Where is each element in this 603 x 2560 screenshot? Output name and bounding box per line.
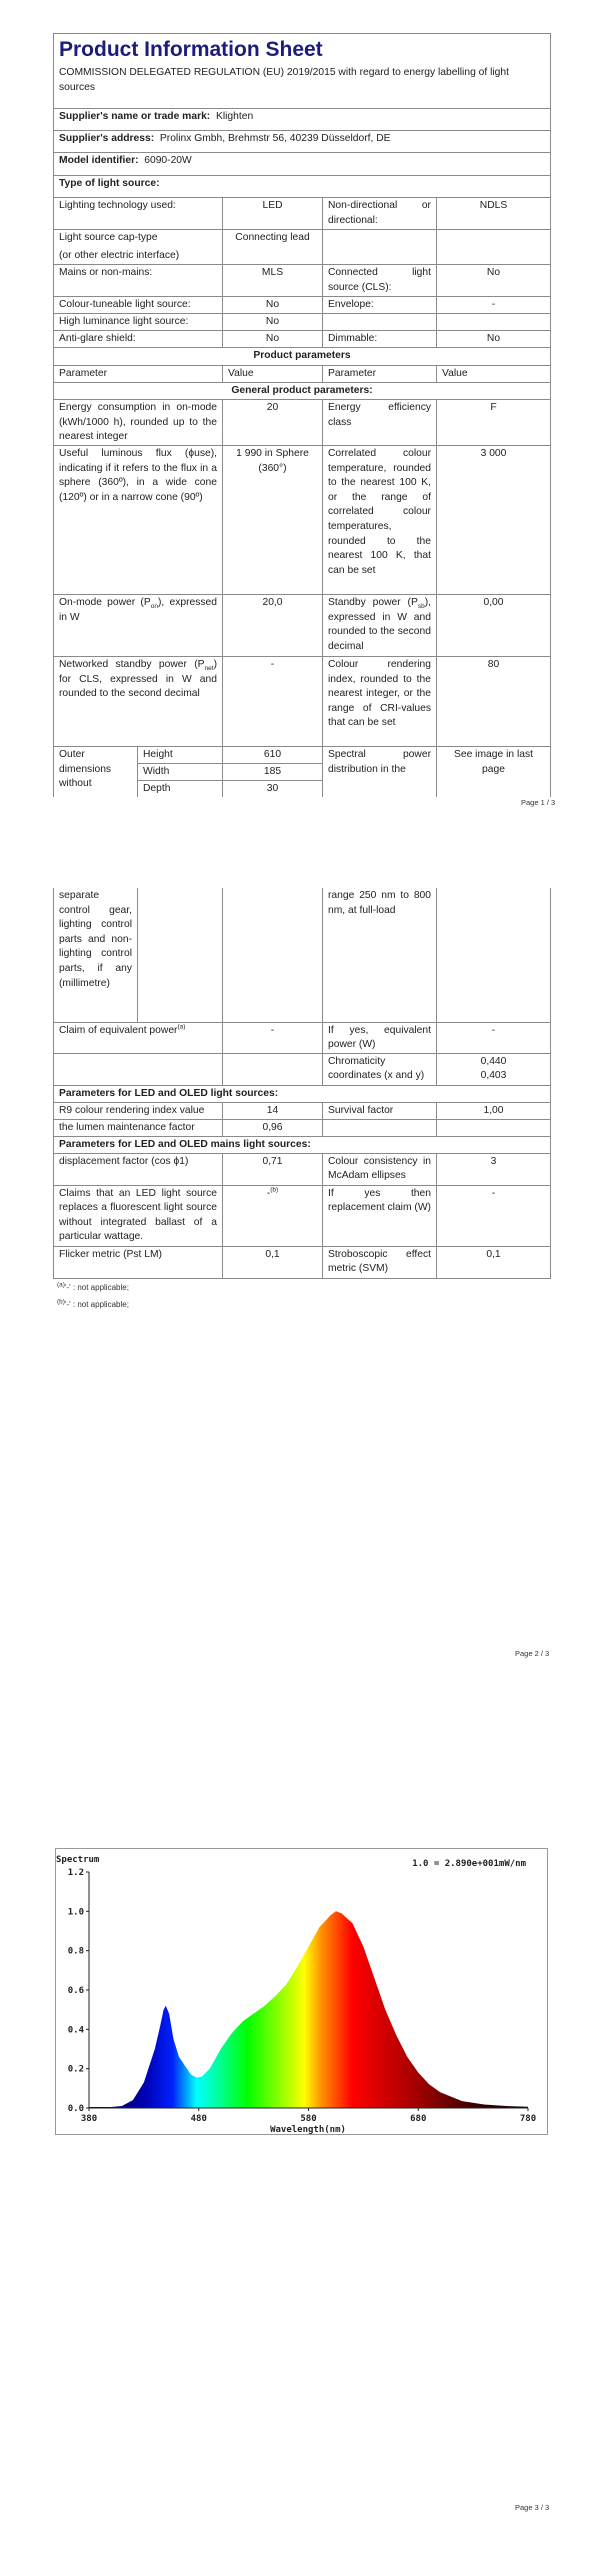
flicker-label: Flicker metric (Pst LM) [54, 1246, 223, 1278]
page-number: Page 1 / 3 [521, 798, 556, 807]
height-label: Height [138, 747, 223, 764]
page-number: Page 2 / 3 [515, 1649, 550, 1658]
lighting-technology-value: LED [223, 198, 323, 230]
spectrum-area [89, 1911, 528, 2108]
energy-consumption-label: Energy consumption in on-mode (kWh/1000 h), rounded up to the nearest integer [54, 400, 223, 446]
supplier-address-label: Supplier's address: [59, 133, 155, 144]
equivalent-power-claim-value: - [223, 1022, 323, 1053]
depth-value: 30 [223, 781, 323, 797]
y-tick-label: 0.8 [67, 1946, 84, 1957]
envelope-value: - [437, 297, 551, 314]
spectrum-chart [55, 1848, 548, 2135]
subscript: net [204, 665, 214, 673]
flicker-value: 0,1 [223, 1246, 323, 1278]
x-tick-label: 480 [190, 2114, 207, 2124]
y-tick-label: 0.0 [67, 2104, 84, 2114]
spectral-distribution-value: See image in last page [437, 747, 551, 797]
subscript: sb [417, 603, 425, 611]
empty-cell [223, 888, 323, 1022]
dimmable-value: No [437, 331, 551, 348]
anti-glare-label: Anti-glare shield: [54, 331, 223, 348]
depth-label: Depth [138, 781, 223, 797]
replacement-claim-value: - [437, 1185, 551, 1246]
label-part: Standby power (P [328, 597, 418, 608]
chromaticity-label: Chromaticity coordinates (x and y) [323, 1053, 437, 1085]
supplier-address: Prolinx Gmbh, Brehmstr 56, 40239 Düsseldorf, DE [159, 133, 391, 144]
cap-type-label-line1: Light source cap-type [59, 232, 158, 243]
envelope-label: Envelope: [323, 297, 437, 314]
luminous-flux-value: 1 990 in Sphere (360°) [223, 446, 323, 595]
supplier-name: Klighten [215, 111, 254, 122]
x-tick-label: 680 [410, 2114, 427, 2124]
y-tick-label: 1.0 [67, 1907, 84, 1918]
footnote-text: '-' : not applicable; [64, 1300, 129, 1309]
spectral-distribution-label-continued: range 250 nm to 800 nm, at full-load [323, 888, 437, 1022]
label-part: Networked standby power (P [59, 659, 205, 670]
y-tick-label: 0.4 [67, 2025, 84, 2036]
column-header-parameter: Parameter [323, 366, 437, 383]
equivalent-power-label: If yes, equivalent power (W) [323, 1022, 437, 1053]
subscript: on [150, 603, 158, 611]
y-tick-label: 0.6 [67, 1986, 84, 1996]
mcadam-value: 3 [437, 1153, 551, 1185]
lumen-maintenance-label: the lumen maintenance factor [54, 1119, 223, 1136]
efficiency-class-value: F [437, 400, 551, 446]
x-tick-label: 380 [80, 2114, 98, 2124]
footnote-a [57, 1283, 129, 1292]
outer-dimensions-label-continued: separate control gear, lighting control parts and non-lighting control parts, if any (millimetre) [54, 888, 138, 1022]
equivalent-power-value: - [437, 1022, 551, 1053]
label-part: ) for CLS, expressed in W and rounded to the second decimal [59, 659, 217, 700]
directional-value: NDLS [437, 198, 551, 230]
width-value: 185 [223, 764, 323, 781]
outer-dimensions-label: Outer dimensions without [54, 747, 138, 797]
empty-cell [138, 888, 223, 1022]
displacement-factor-label: displacement factor (cos ϕ1) [54, 1153, 223, 1185]
empty-cell [437, 888, 551, 1022]
product-parameters-heading: Product parameters [54, 348, 551, 366]
label-part: Claim of equivalent power [59, 1024, 178, 1036]
x-axis-label: Wavelength(nm) [270, 2125, 346, 2134]
column-header-value: Value [437, 366, 551, 383]
model-label: Model identifier: [59, 155, 139, 166]
chromaticity-y: 0,403 [480, 1070, 507, 1082]
survival-factor-value: 1,00 [437, 1102, 551, 1119]
y-tick-label: 1.2 [67, 1868, 84, 1878]
cls-label: Connected light source (CLS): [323, 265, 437, 297]
label-part: On-mode power (P [59, 597, 151, 608]
lumen-maintenance-value: 0,96 [223, 1119, 323, 1136]
fluorescent-claim-value [223, 1185, 323, 1246]
anti-glare-value: No [223, 331, 323, 348]
efficiency-class-label: Energy efficiency class [323, 400, 437, 446]
svm-label: Stroboscopic effect metric (SVM) [323, 1246, 437, 1278]
chart-annotation: 1.0 = 2.890e+001mW/nm [412, 1859, 526, 1869]
chart-title: Spectrum [56, 1855, 100, 1865]
svm-value: 0,1 [437, 1246, 551, 1278]
standby-power-value: 0,00 [437, 595, 551, 657]
empty-cell [54, 1053, 223, 1085]
high-luminance-label: High luminance light source: [54, 314, 223, 331]
type-of-light-source-heading: Type of light source: [54, 176, 551, 198]
directional-label: Non-directional or directional: [323, 198, 437, 230]
x-tick-label: 780 [519, 2114, 537, 2124]
fluorescent-claim-label: Claims that an LED light source replaces a fluorescent light source without integrated ballast of a particular wattage. [54, 1185, 223, 1246]
colour-tuneable-label: Colour-tuneable light source: [54, 297, 223, 314]
r9-label: R9 colour rendering index value [54, 1102, 223, 1119]
cri-value: 80 [437, 657, 551, 747]
chromaticity-x: 0,440 [480, 1055, 507, 1067]
on-mode-power-value: 20,0 [223, 595, 323, 657]
y-tick-label: 0.2 [67, 2064, 84, 2075]
equivalent-power-claim-label [54, 1022, 223, 1053]
x-tick-label: 580 [300, 2114, 317, 2124]
footnote-ref: (b) [270, 1186, 279, 1194]
luminous-flux-label: Useful luminous flux (ϕuse), indicating if it refers to the flux in a sphere (360º), in a wide cone (120º) or in a narrow cone (90º) [54, 446, 223, 595]
footnote-marker: (b) [57, 1298, 65, 1306]
product-info-table-page-2 [53, 888, 551, 1279]
footnote-ref: (a) [177, 1023, 186, 1031]
footnote-b [57, 1300, 129, 1309]
chromaticity-value [437, 1053, 551, 1085]
mains-value: MLS [223, 265, 323, 297]
model-identifier: 6090-20W [144, 155, 192, 166]
page-number: Page 3 / 3 [515, 2503, 550, 2512]
mains-parameters-heading: Parameters for LED and OLED mains light sources: [54, 1136, 551, 1153]
led-parameters-heading: Parameters for LED and OLED light sources: [54, 1085, 551, 1102]
mains-label: Mains or non-mains: [54, 265, 223, 297]
empty-cell [323, 1119, 437, 1136]
cap-type-value: Connecting lead [223, 230, 323, 265]
supplier-name-label: Supplier's name or trade mark: [59, 111, 211, 122]
cls-value: No [437, 265, 551, 297]
spectrum-chart-svg [56, 1849, 547, 2134]
survival-factor-label: Survival factor [323, 1102, 437, 1119]
y-ticks [68, 1868, 89, 2114]
colour-tuneable-value: No [223, 297, 323, 314]
empty-cell [223, 1053, 323, 1085]
energy-consumption-value: 20 [223, 400, 323, 446]
page-title: Product Information Sheet [59, 38, 323, 61]
lighting-technology-label: Lighting technology used: [54, 198, 223, 230]
cct-value: 3 000 [437, 446, 551, 595]
value: - [266, 1187, 271, 1199]
networked-standby-value: - [223, 657, 323, 747]
high-luminance-value: No [223, 314, 323, 331]
mcadam-label: Colour consistency in McAdam ellipses [323, 1153, 437, 1185]
spectral-distribution-label: Spectral power distribution in the [323, 747, 437, 797]
height-value: 610 [223, 747, 323, 764]
width-label: Width [138, 764, 223, 781]
column-header-parameter: Parameter [54, 366, 223, 383]
x-ticks [81, 2108, 536, 2124]
r9-value: 14 [223, 1102, 323, 1119]
general-parameters-heading: General product parameters: [54, 383, 551, 400]
column-header-value: Value [223, 366, 323, 383]
footnote-text: '-' : not applicable; [64, 1283, 129, 1292]
footnote-marker: (a) [57, 1281, 65, 1289]
label-part: ), expressed in W [59, 597, 217, 623]
replacement-claim-label: If yes then replacement claim (W) [323, 1185, 437, 1246]
cct-label: Correlated colour temperature, rounded to the nearest 100 K, or the range of correlated colour temperatures, rounded to the nearest 100 K, that can be set [323, 446, 437, 595]
displacement-factor-value: 0,71 [223, 1153, 323, 1185]
regulation-text: COMMISSION DELEGATED REGULATION (EU) 2019/2015 with regard to energy labelling of light sources [59, 67, 509, 93]
cap-type-label-line2: (or other electric interface) [59, 249, 180, 261]
empty-cell [437, 1119, 551, 1136]
label-part: ), expressed in W and rounded to the second decimal [328, 597, 431, 652]
cri-label: Colour rendering index, rounded to the nearest integer, or the range of CRI-values that can be set [323, 657, 437, 747]
dimmable-label: Dimmable: [323, 331, 437, 348]
